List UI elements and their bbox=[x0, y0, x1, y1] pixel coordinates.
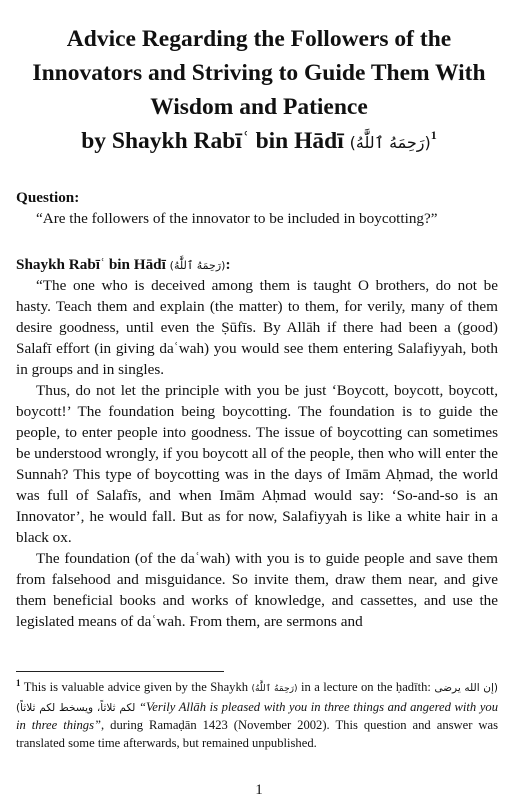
footnote bbox=[16, 679, 498, 752]
footnote-part-3: , during Ramaḍān 1423 (November 2002). This question and answer was translated some time afterwards, but remained unpublished. bbox=[16, 718, 498, 750]
title-byline bbox=[14, 124, 504, 160]
title-line-2: Innovators and Striving to Guide Them With bbox=[32, 60, 486, 86]
footnote-translation: “Verily Allāh is pleased with you in three things and angered with you in three things” bbox=[16, 699, 499, 733]
page-number: 1 bbox=[255, 782, 263, 798]
footnote-mark: 1 bbox=[16, 677, 21, 688]
author-honorific: (رَحِمَهُ ٱللَّٰهُ) bbox=[349, 133, 431, 152]
answer-paragraph-2: Thus, do not let the principle with you be just ‘Boycott, boycott, boycott, boycott!’ The foundation being boycotting. The foundation is to guide the people, to enter people into goodness. The issue of boycotting can sometimes be understood wrongly, if you boycott all of the people, then who will enter the Sunnah? This type of boycotting was in the days of Imām Aḥmad, the world was full of Salafīs, and when Imām Aḥmad would say: ‘So-and-so is an Innovator’, he would fall. But as for now, Salafiyyah is like a white hair in a black ox. bbox=[16, 382, 498, 546]
speaker-name: Shaykh Rabīʿ bin Hādī bbox=[16, 256, 166, 273]
title-line-3: Wisdom and Patience bbox=[150, 94, 368, 120]
question-text: “Are the followers of the innovator to be included in boycotting?” bbox=[36, 210, 438, 227]
speaker-colon: : bbox=[225, 256, 231, 273]
footnote-part-2: in a lecture on the ḥadīth: bbox=[300, 680, 431, 694]
title-footnote-ref[interactable]: 1 bbox=[430, 128, 437, 143]
answer-paragraph-1: “The one who is deceived among them is taught O brothers, do not be hasty. Teach them and explain (the matter) to them, for verily, many of them desire goodness, until even the Ṣūfīs. By Allāh if there had been a (good) Salafī effort (in giving daʿwah) you would see them entering Salafiyyah, both in groups and in singles. bbox=[16, 277, 498, 378]
document-title bbox=[14, 22, 504, 160]
answer-text bbox=[16, 275, 498, 632]
author-name: by Shaykh Rabīʿ bin Hādī bbox=[81, 128, 344, 154]
footnote-honorific: (رَحِمَهُ ٱللَّٰهُ) bbox=[251, 684, 298, 694]
answer-paragraph-3: The foundation (of the daʿwah) with you is to guide people and save them from falsehood and misguidance. So invite them, draw them near, and give them beneficial books and works of knowledge, and cassettes, and use the legislated means of daʿwah. From them, are sermons and bbox=[16, 550, 498, 630]
footnote-divider bbox=[16, 671, 224, 672]
question-label: Question: bbox=[16, 189, 80, 206]
answer-speaker-label bbox=[16, 254, 498, 276]
speaker-honorific: (رَحِمَهُ ٱللَّٰهُ) bbox=[169, 259, 226, 272]
footnote-arabic-hadith: (إن الله يرضى لكم ثلاثاً، ويسخط لكم ثلاثاً) bbox=[16, 682, 498, 714]
footnote-part-1: This is valuable advice given by the Shaykh bbox=[23, 680, 249, 694]
title-line-1: Advice Regarding the Followers of the bbox=[66, 26, 452, 52]
